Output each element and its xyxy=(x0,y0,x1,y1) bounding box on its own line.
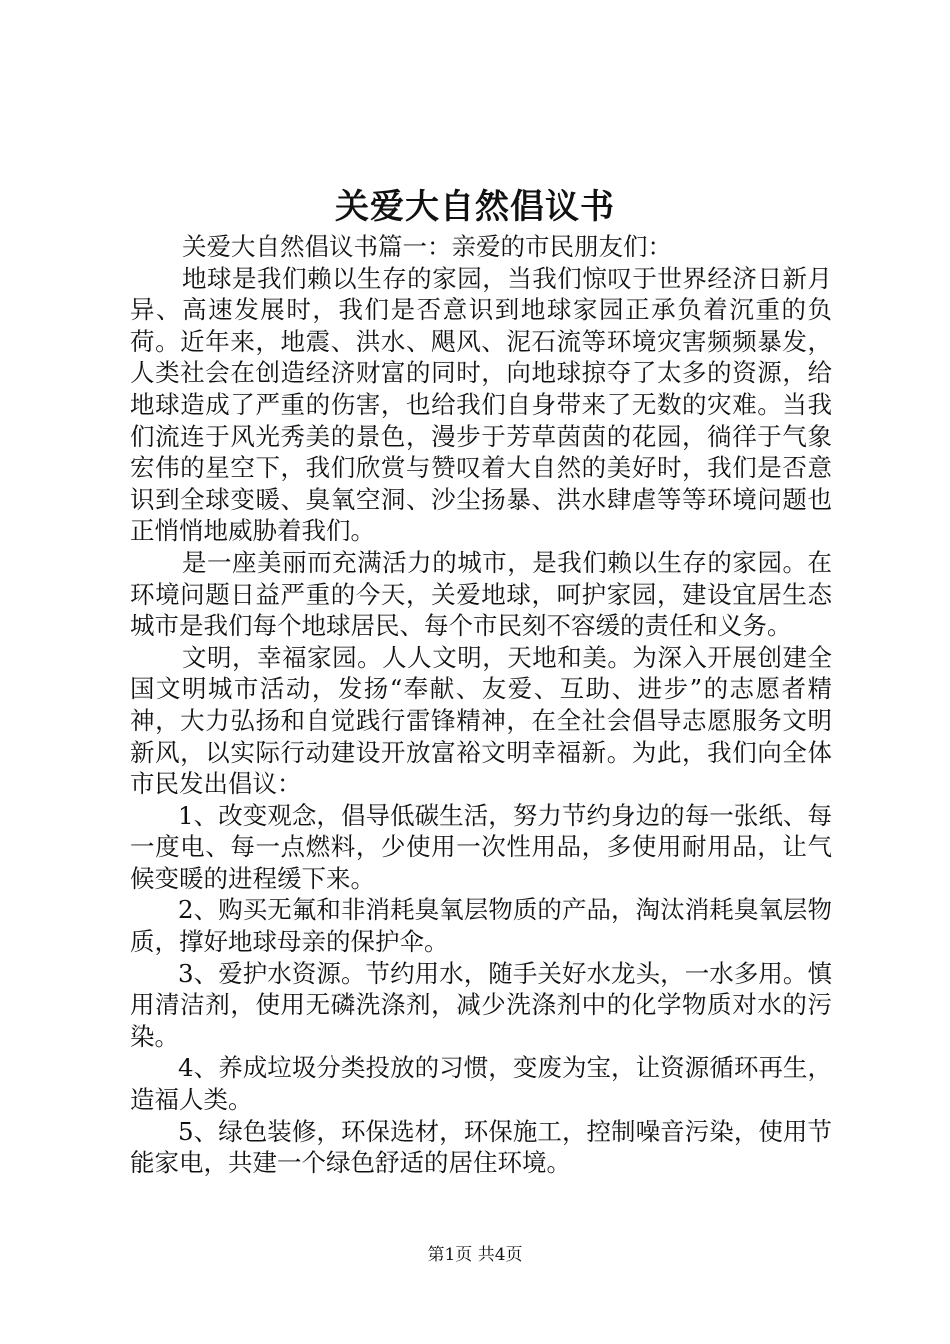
proposal-item-1: 1、改变观念，倡导低碳生活，努力节约身边的每一张纸、每一度电、每一点燃料，少使用一次性用品，多使用耐用品，让气候变暖的进程缓下来。 xyxy=(130,800,832,893)
paragraph-earth-home: 地球是我们赖以生存的家园，当我们惊叹于世界经济日新月异、高速发展时，我们是否意识到地球家园正承负着沉重的负荷。近年来，地震、洪水、飓风、泥石流等环境灾害频频暴发，人类社会在创造经济财富的同时，向地球掠夺了太多的资源，给地球造成了严重的伤害，也给我们自身带来了无数的灾难。当我们流连于风光秀美的景色，漫步于芳草茵茵的花园，徜徉于气象宏伟的星空下，我们欣赏与赞叹着大自然的美好时，我们是否意识到全球变暖、臭氧空洞、沙尘扬暴、洪水肆虐等等环境问题也正悄悄地威胁着我们。 xyxy=(130,263,832,546)
document-body xyxy=(130,231,832,1179)
paragraph-city: 是一座美丽而充满活力的城市，是我们赖以生存的家园。在环境问题日益严重的今天，关爱地球，呵护家园，建设宜居生态城市是我们每个地球居民、每个市民刻不容缓的责任和义务。 xyxy=(130,547,832,641)
paragraph-civilization: 文明，幸福家园。人人文明，天地和美。为深入开展创建全国文明城市活动，发扬“奉献、友爱、互助、进步”的志愿者精神，大力弘扬和自觉践行雷锋精神，在全社会倡导志愿服务文明新风，以实际行动建设开放富裕文明幸福新。为此，我们向全体市民发出倡议： xyxy=(130,642,832,799)
proposal-item-3: 3、爱护水资源。节约用水，随手关好水龙头，一水多用。慎用清洁剂，使用无磷洗涤剂，减少洗涤剂中的化学物质对水的污染。 xyxy=(130,958,832,1051)
proposal-item-2: 2、购买无氟和非消耗臭氧层物质的产品，淘汰消耗臭氧层物质，撑好地球母亲的保护伞。 xyxy=(130,895,832,957)
document-title: 关爱大自然倡议书 xyxy=(335,187,615,227)
proposal-item-4: 4、养成垃圾分类投放的习惯，变废为宝，让资源循环再生，造福人类。 xyxy=(130,1053,832,1115)
paragraph-greeting: 关爱大自然倡议书篇一：亲爱的市民朋友们： xyxy=(182,232,672,261)
proposal-item-5: 5、绿色装修，环保选材，环保施工，控制噪音污染，使用节能家电，共建一个绿色舒适的居住环境。 xyxy=(130,1116,832,1178)
page-number-footer: 第1页 共4页 xyxy=(427,1245,523,1265)
